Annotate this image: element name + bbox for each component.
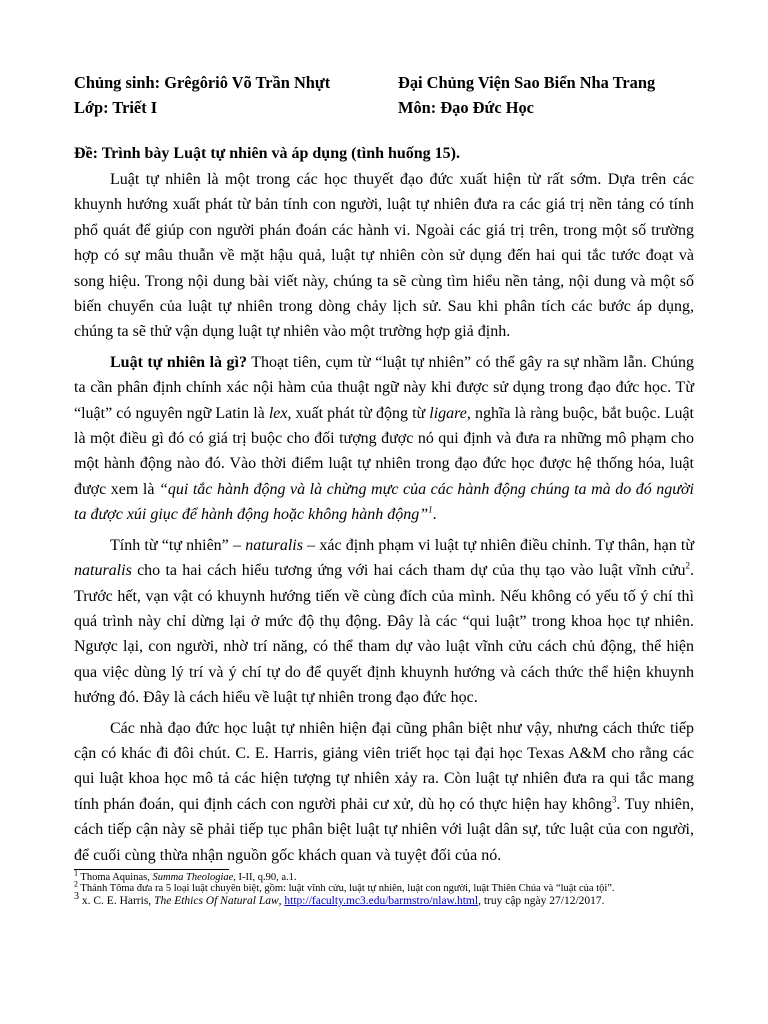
work-title: The Ethics Of Natural Law [154,894,279,907]
text-run: , I-II, q.90, a.1. [233,871,297,883]
text-run: – xác định phạm vi luật tự nhiên điều chỉnh. Tự thân, hạn từ [302,536,695,554]
footnote-ref[interactable]: 1 [428,504,433,515]
footnote-1 [74,868,694,884]
text-run: . [432,506,437,524]
text-run: Thoạt tiên, cụm từ “luật tự nhiên” có thể gây ra sự nhầm lẫn. Chúng ta cần phân định chính xác nội hàm của thuật ngữ này khi được sử dụng trong đạo đức học. Từ “luật” có nguyên ngữ Latin là [74,353,695,422]
intro-text: Luật tự nhiên là một trong các học thuyết đạo đức xuất hiện từ rất sớm. Dựa trên các khuynh hướng xuất phát từ bản tính con người, luật tự nhiên đưa ra các giá trị nền tảng có tính phổ quát để giúp con người phán đoán các hành vi. Ngoài các giá trị trên, trong một số trường hợp có sự mâu thuẫn về mặt hậu quả, luật tự nhiên còn sử dụng đến hai qui tắc tước đoạt và song hiệu. Trong nội dung bài viết này, chúng ta sẽ cùng tìm hiểu nền tảng, nội dung và một số biến chuyển của luật tự nhiên trong dòng chảy lịch sử. Sau khi phân tích các bước áp dụng, chúng ta sẽ thử vận dụng luật tự nhiên vào một trường hợp giả định. [74,171,694,341]
footnote-separator [74,869,229,870]
text-run: . Tuy nhiên, cách tiếp cận này sẽ phải tiếp tục phân biệt luật tự nhiên với luật dân sự, tức luật của con người, để cuối cùng thừa nhận nguồn gốc khách quan và tuyệt đối của nó. [74,795,694,864]
student-name: Chủng sinh: Grêgôriô Võ Trần Nhựt [74,73,331,92]
text-run: Thoma Aquinas, [78,871,153,883]
text-run: , truy cập ngày 27/12/2017. [478,894,605,907]
footnotes [74,868,694,908]
footnote-2 [74,879,694,895]
footnote-number: 3 [74,891,79,903]
subject-name: Môn: Đạo Đức Học [398,98,534,117]
paragraph-what-is-natural-law [74,350,694,528]
header-left [74,70,398,120]
text-run: , nghĩa là ràng buộc, bắt buộc. Luật là một điều gì đó có giá trị buộc cho đối tượng được nó qui định và đưa ra những mô phạm cho một hành động nào đó. Vào thời điểm luật tự nhiên trong đạo đức học được hệ thống hóa, luật được xem là [74,404,695,498]
text-run: cho ta hai cách hiểu tương ứng với hai cách tham dự của thụ tạo vào luật vĩnh cửu [131,562,686,580]
text-run: , [278,894,285,907]
latin-term: naturalis [74,562,132,580]
assignment-title: Đề: Trình bày Luật tự nhiên và áp dụng (tình huống 15). [74,145,461,162]
latin-term: naturalis [245,536,303,554]
footnote-ref[interactable]: 2 [685,560,690,571]
class-name: Lớp: Triết I [74,98,158,117]
text-run: . Trước hết, vạn vật có khuynh hướng tiến về cùng đích của mình. Nếu không có yếu tố ý chí thì quá trình này chỉ dừng lại ở mức độ thụ động. Đây là các “qui luật” trong khoa học tự nhiên. Ngược lại, con người, nhờ trí năng, có thể tham dự vào luật vĩnh cửu cách chủ động, thể hiện qua việc dùng lý trí và ý chí tự do để quyết định khuynh hướng và cách thức thể hiện khuynh hướng đó. Đây là cách hiểu về luật tự nhiên trong đạo đức học. [74,562,694,707]
footnote-number: 2 [74,879,78,889]
text-run: Các nhà đạo đức học luật tự nhiên hiện đại cũng phân biệt như vậy, nhưng cách thức tiếp cận có khác đi đôi chút. C. E. Harris, giảng viên triết học tại đại học Texas A&M cho rằng các qui luật khoa học mô tả các hiện tượng tự nhiên xảy ra. Còn luật tự nhiên đưa ra qui tắc mang tính phán đoán, qui định cách con người phải cư xử, dù họ có thực hiện hay không [74,719,694,813]
source-link[interactable]: http://faculty.mc3.edu/barmstro/nlaw.html [284,894,479,907]
paragraph-modern-ethicists [74,716,694,868]
quotation: “qui tắc hành động và là chừng mực của các hành động chúng ta mà do đó người ta được xúi giục để hành động hoặc không hành động” [74,480,695,524]
work-title: Summa Theologiae [152,871,234,883]
text-run: , xuất phát từ động từ [287,404,430,422]
section-lead: Luật tự nhiên là gì? [110,353,247,371]
paragraph-naturalis [74,533,694,711]
document-header [74,70,694,120]
footnote-number: 1 [74,868,78,878]
document-page [74,70,694,907]
latin-term: lex [268,404,288,422]
paragraph-intro [74,167,694,345]
text-run: Thánh Tôma đưa ra 5 loại luật chuyên biệt, gồm: luật vĩnh cửu, luật tự nhiên, luật con người, luật Thiên Chúa và “luật của tội”. [78,883,615,895]
latin-term: ligare [429,404,467,422]
header-right [398,70,694,120]
text-run: Tính từ “tự nhiên” – [110,536,246,554]
footnote-3 [74,891,694,908]
footnote-ref[interactable]: 3 [611,794,617,805]
seminary-name: Đại Chủng Viện Sao Biển Nha Trang [398,73,656,92]
text-run: x. C. E. Harris, [79,894,155,907]
